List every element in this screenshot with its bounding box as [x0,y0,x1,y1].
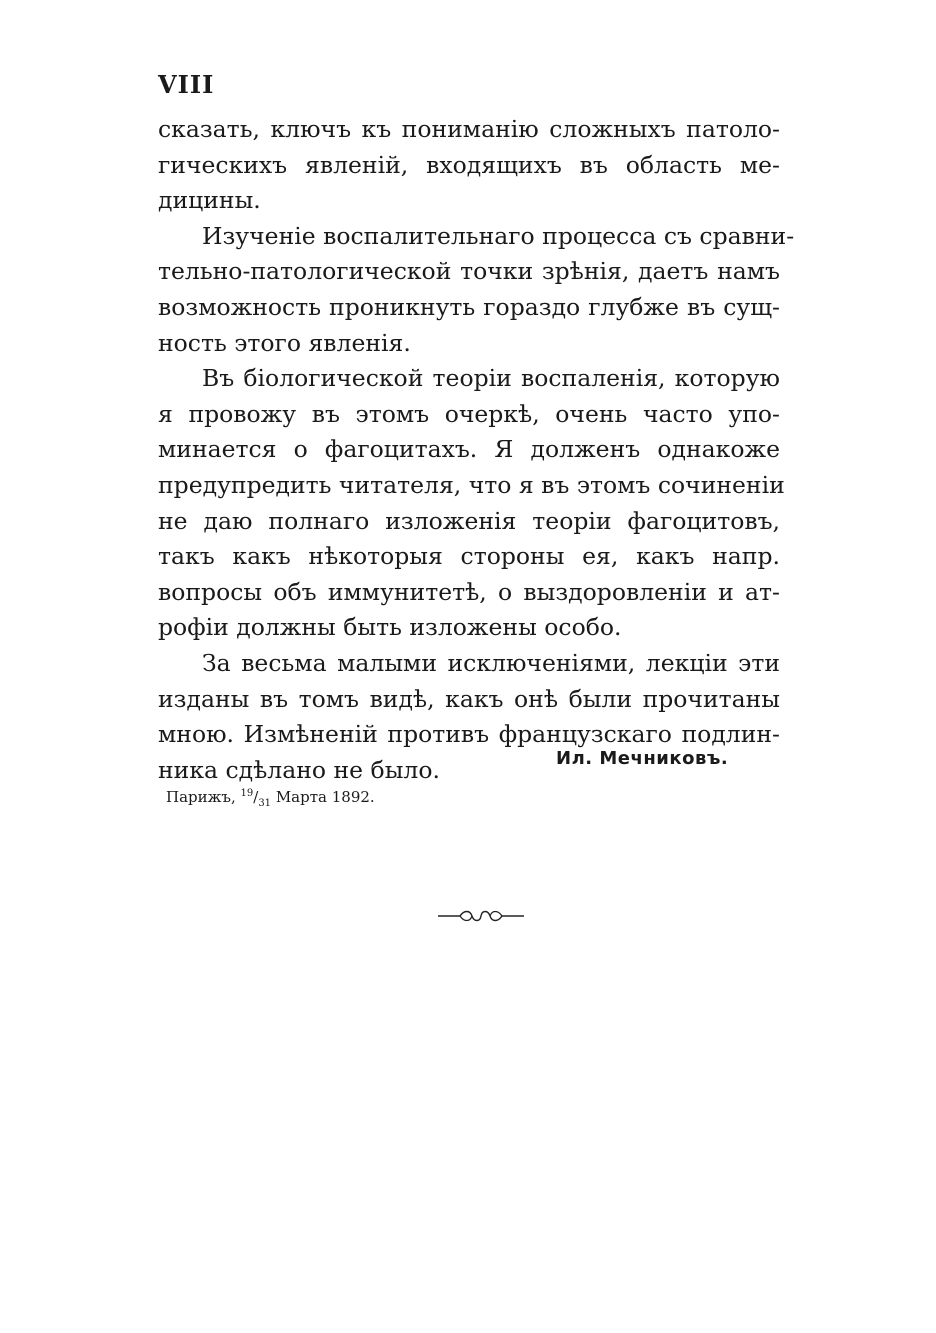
text-line: гическихъ явленій, входящихъ въ область ме- [158,150,780,179]
date-day-new-style: 19 [240,788,254,799]
author-signature: Ил. Мечниковъ. [556,748,729,769]
text-line: дицины. [158,186,261,215]
text-line: сказать, ключъ къ пониманію сложныхъ патоло- [158,115,780,143]
body-text [158,112,795,788]
text-line: не даю полнаго изложенія теоріи фагоцитовъ, [158,506,780,535]
text-line: рофіи должны быть изложены особо. [158,613,622,642]
text-line: я провожу въ этомъ очеркѣ, очень часто упо- [158,399,780,428]
text-line: мною. Измѣненій противъ французскаго подлин- [158,720,780,749]
text-line: ность этого явленія. [158,328,411,357]
text-line: Въ біологической теоріи воспаленія, которую [202,364,780,393]
text-line: За весьма малыми исключеніями, лекціи эти [202,648,780,677]
text-line: изданы въ томъ видѣ, какъ онѣ были прочитаны [158,684,780,713]
place-city: Парижъ, [166,788,236,806]
place-date: Парижъ, $^{19}/_{31}$ Марта 1892. [166,788,375,809]
date-day-old-style: 31 [258,798,272,809]
page-number: VIII [158,70,215,99]
ornament-divider-icon [438,906,524,926]
text-line: такъ какъ нѣкоторыя стороны ея, какъ напр. [158,542,780,571]
text-line: ника сдѣлано не было. [158,755,440,784]
text-line: вопросы объ иммунитетѣ, о выздоровленіи и ат- [158,577,780,606]
date-month-year: Марта 1892. [275,788,375,806]
text-line: возможность проникнуть гораздо глубже въ сущ- [158,292,780,321]
text-line: Изученіе воспалительнаго процесса съ сравни- [202,221,795,250]
text-line: минается о фагоцитахъ. Я долженъ однакоже [158,435,780,464]
text-line: тельно-патологической точки зрѣнія, даетъ намъ [158,257,780,286]
text-line: предупредить читателя, что я въ этомъ сочиненіи [158,470,785,499]
